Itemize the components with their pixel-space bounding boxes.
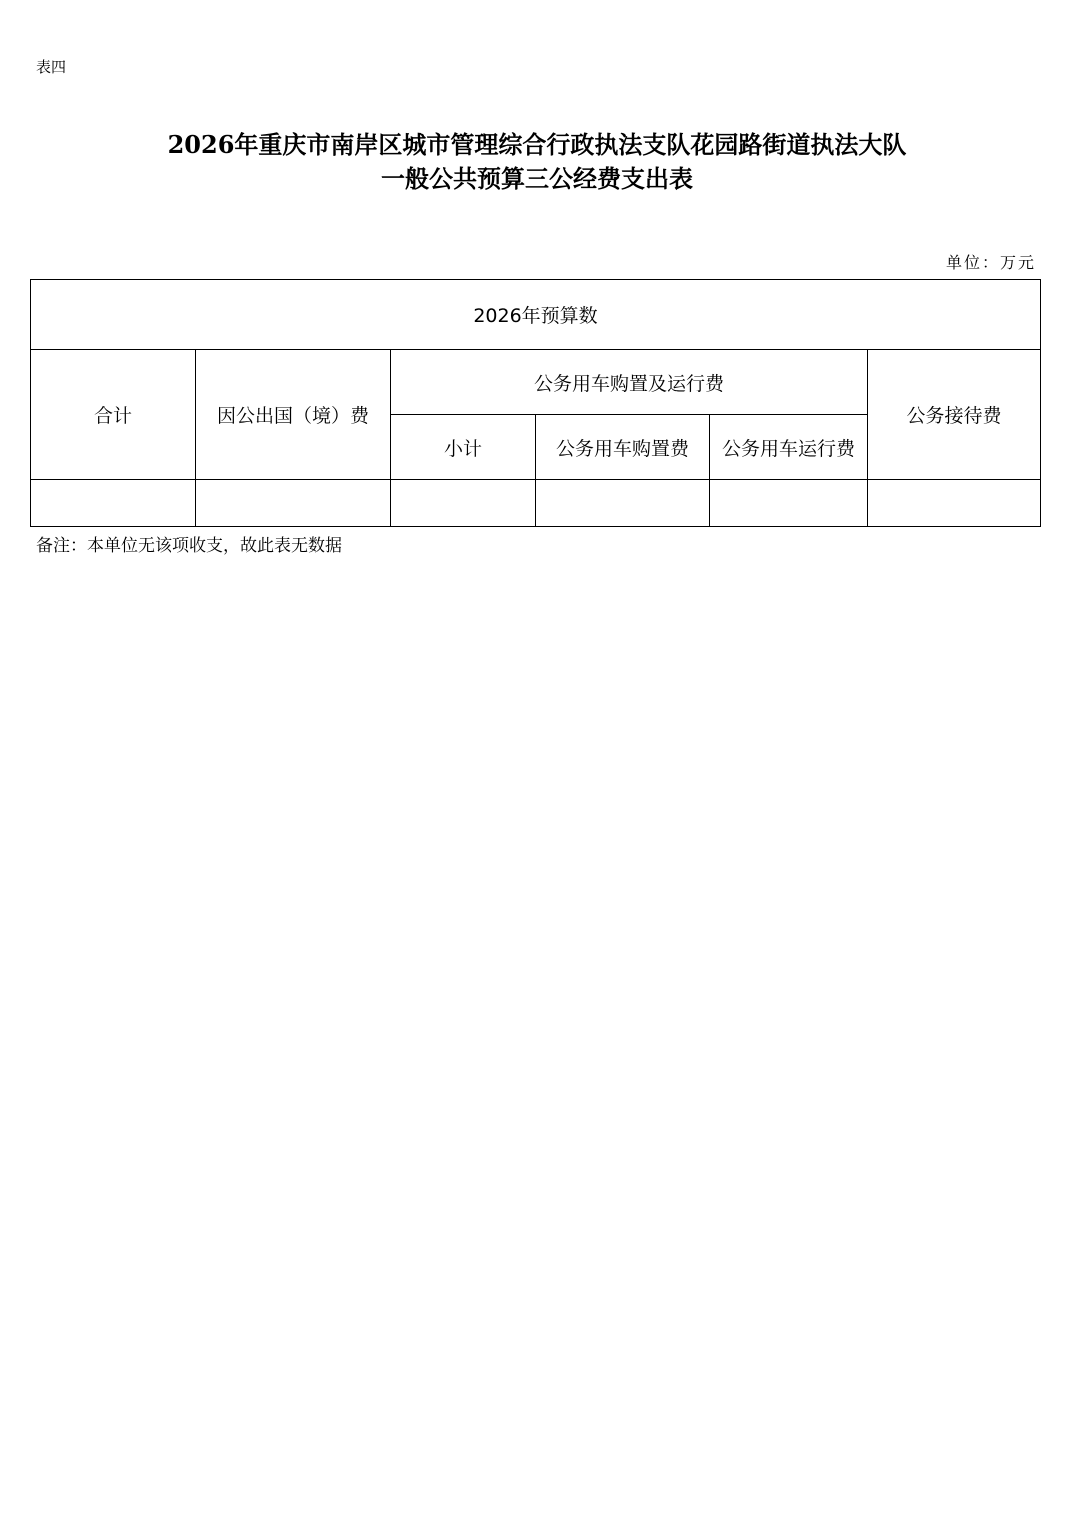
year-budget-header: 2026年预算数 — [31, 280, 1041, 350]
unit-label: 单位：万元 — [945, 253, 1036, 272]
header-vehicle-operation: 公务用车运行费 — [710, 415, 868, 480]
table-number-label: 表四 — [36, 58, 67, 76]
table-row — [31, 480, 1041, 527]
cell-reception — [868, 480, 1041, 527]
cell-subtotal — [391, 480, 536, 527]
cell-vehicle-purchase — [536, 480, 710, 527]
header-reception: 公务接待费 — [868, 350, 1041, 480]
budget-table — [30, 279, 1041, 527]
header-vehicle-group: 公务用车购置及运行费 — [391, 350, 868, 415]
page-title-line2: 一般公共预算三公经费支出表 — [381, 164, 693, 193]
header-vehicle-purchase: 公务用车购置费 — [536, 415, 710, 480]
header-subtotal: 小计 — [391, 415, 536, 480]
cell-total — [31, 480, 196, 527]
footnote: 备注：本单位无该项收支，故此表无数据 — [36, 536, 342, 556]
header-overseas: 因公出国（境）费 — [196, 350, 391, 480]
cell-overseas — [196, 480, 391, 527]
table-header-row-1 — [31, 350, 1041, 415]
page-title-line1: 2026年重庆市南岸区城市管理综合行政执法支队花园路街道执法大队 — [167, 130, 907, 159]
header-total: 合计 — [31, 350, 196, 480]
table-header-row-year — [31, 280, 1041, 350]
cell-vehicle-operation — [710, 480, 868, 527]
